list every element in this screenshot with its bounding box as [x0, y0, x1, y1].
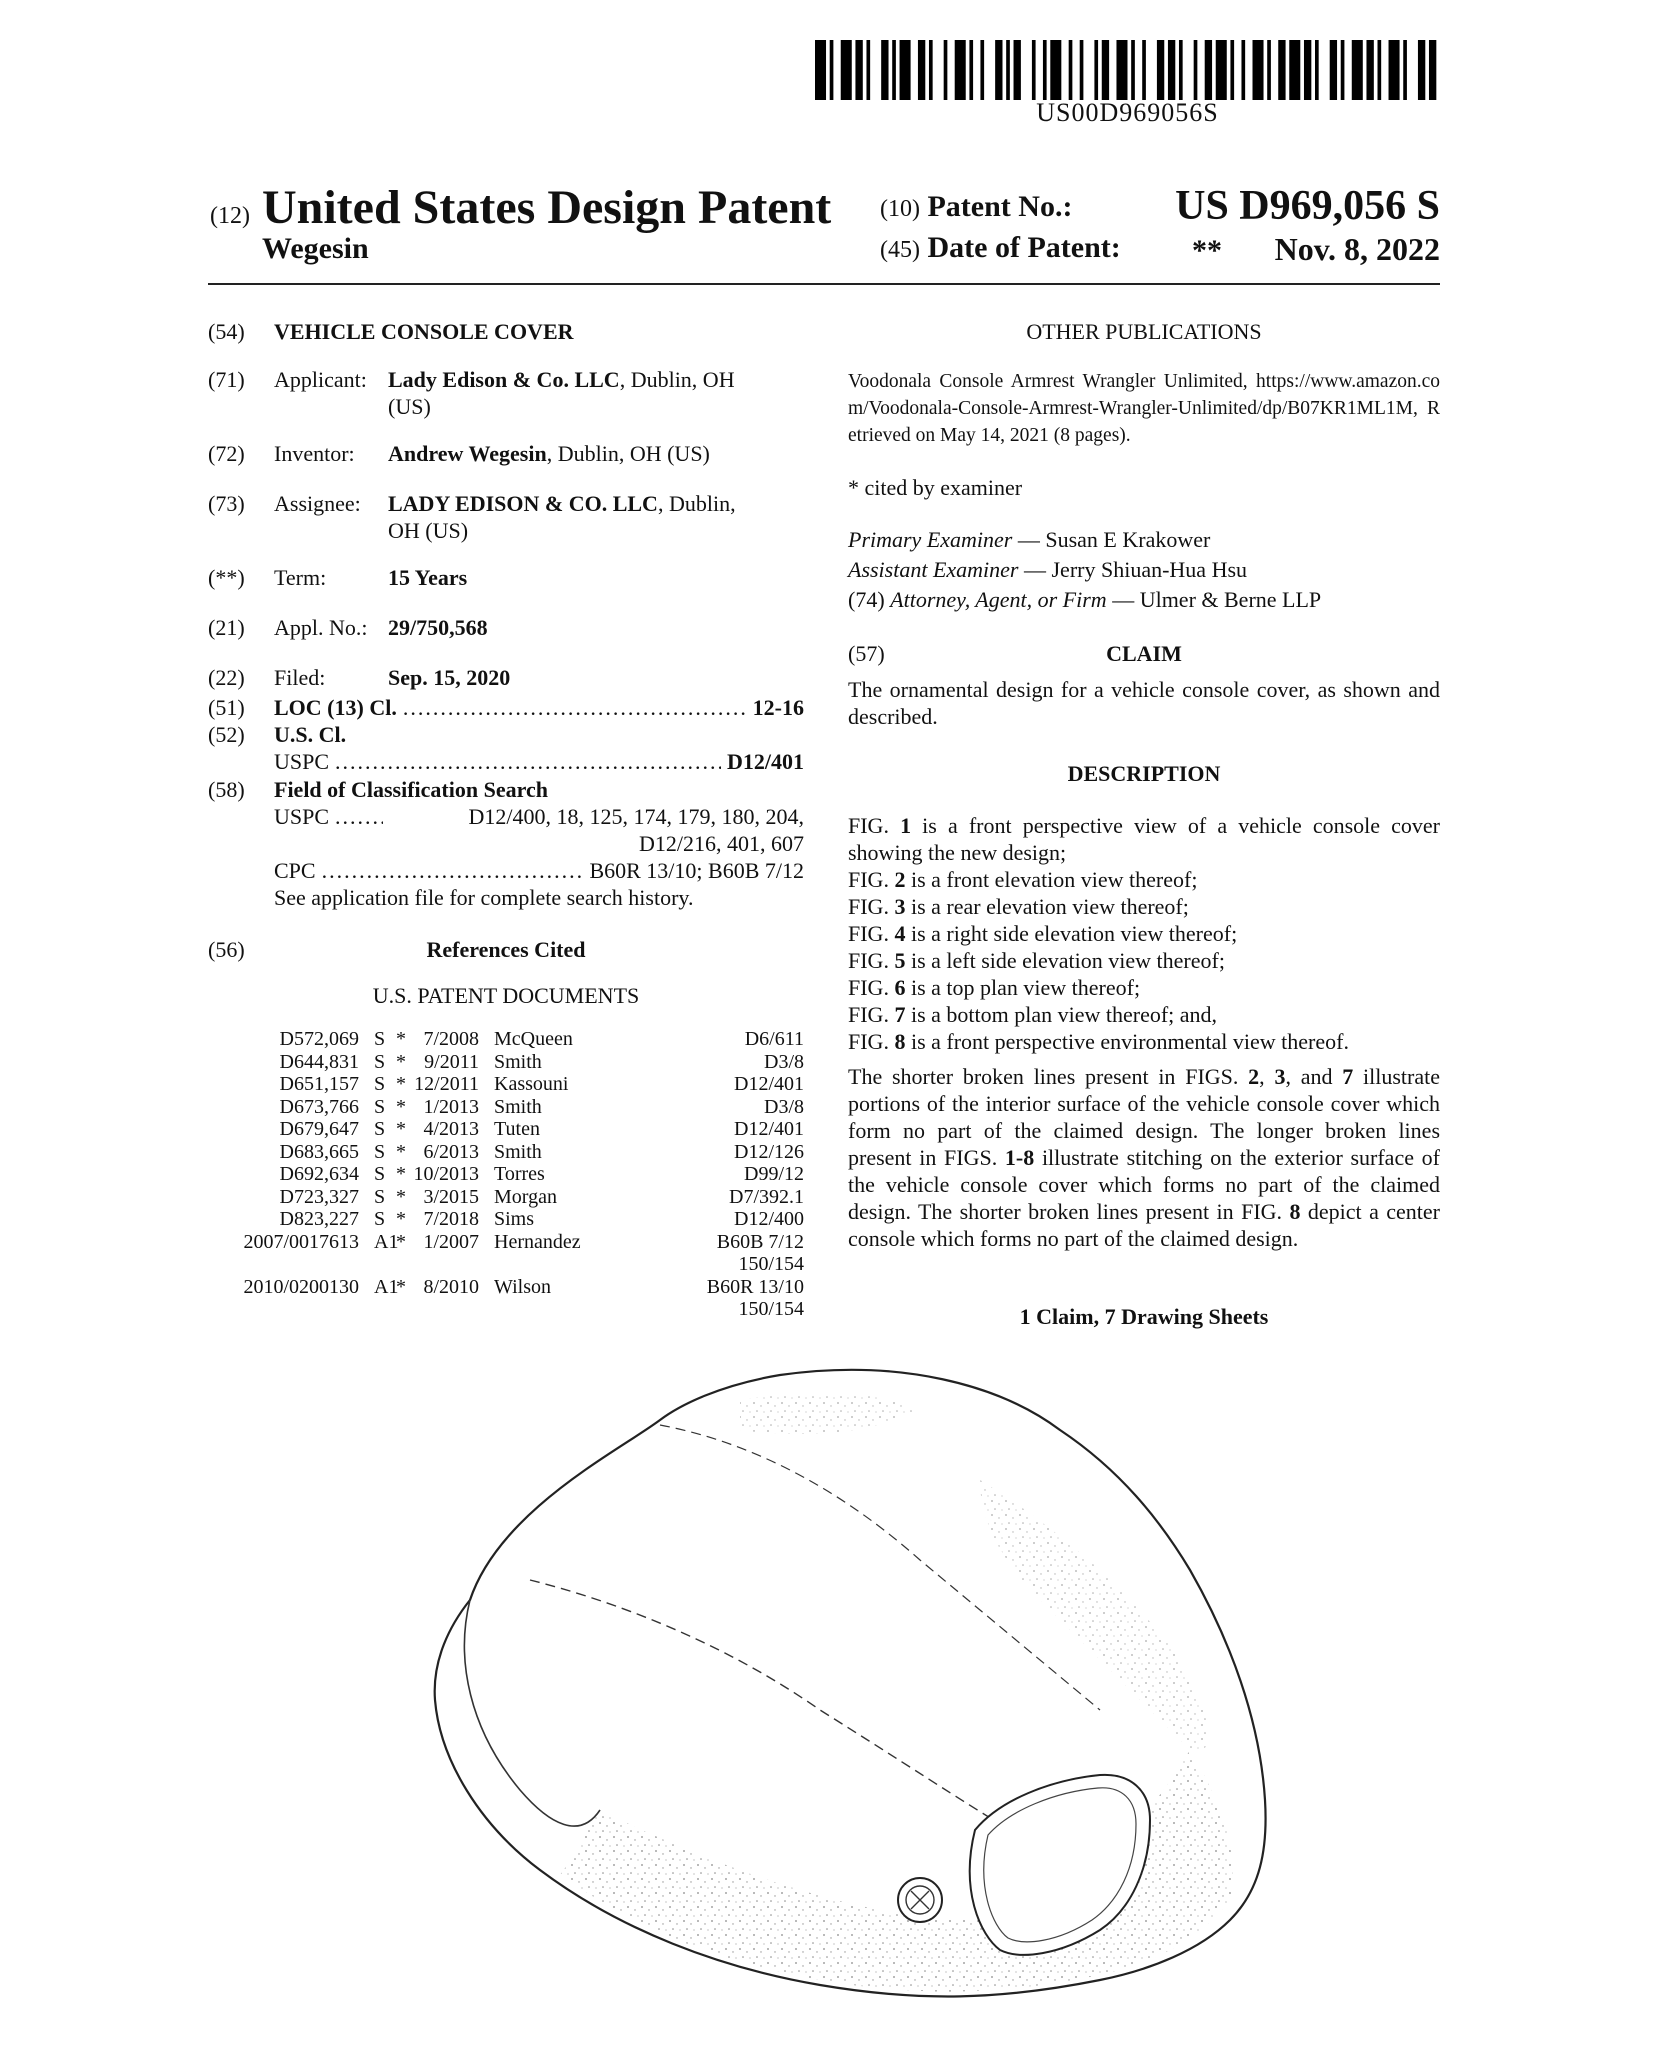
fig-prefix: FIG.: [848, 975, 895, 1000]
ref-kind: S: [374, 1028, 386, 1050]
broken-d: 3: [1274, 1064, 1286, 1089]
ref-number: D823,227: [279, 1208, 359, 1230]
ref-name: Kassouni: [494, 1073, 569, 1095]
fig-prefix: FIG.: [848, 921, 895, 946]
fig-text: is a bottom plan view thereof; and,: [905, 1002, 1218, 1027]
figure-description: [848, 974, 1440, 1001]
fig-number: 8: [894, 1029, 906, 1054]
attorney-code: (74): [848, 587, 891, 612]
ref-class-2: 150/154: [738, 1298, 804, 1320]
assignee-name: LADY EDISON & CO. LLC: [388, 491, 658, 516]
barcode-bar: [815, 40, 826, 100]
fig-text: is a right side elevation view thereof;: [905, 921, 1238, 946]
ref-star: *: [396, 1185, 406, 1208]
ref-class: D7/392.1: [729, 1185, 804, 1208]
reference-row: [208, 1163, 804, 1185]
ref-date: 4/2013: [423, 1118, 479, 1140]
barcode-bar: [841, 40, 852, 100]
barcode-bar: [1241, 40, 1245, 100]
applicant-name: Lady Edison & Co. LLC: [388, 367, 620, 392]
field-label: Field of Classification Search: [274, 777, 548, 802]
patent-no-label-text: Patent No.:: [927, 190, 1073, 223]
ref-number: D673,766: [279, 1095, 359, 1118]
fig-prefix: FIG.: [848, 1002, 895, 1027]
ref-date: 9/2011: [424, 1050, 479, 1073]
barcode-bar: [1168, 40, 1175, 100]
assignee-loc2: OH (US): [388, 518, 469, 543]
barcode-bar: [1179, 40, 1183, 100]
barcode-bar: [918, 40, 925, 100]
ref-kind: A1: [374, 1275, 399, 1298]
barcode-bar: [1032, 40, 1036, 100]
term-label: Term:: [274, 565, 327, 590]
loc-value: 12-16: [752, 695, 804, 720]
ref-kind: S: [374, 1140, 386, 1163]
assistant-name: — Jerry Shiuan-Hua Hsu: [1018, 557, 1248, 582]
reference-row: [208, 1276, 804, 1298]
ref-kind: S: [374, 1095, 386, 1118]
barcode-bar: [1389, 40, 1400, 100]
barcode-bar: [995, 40, 1002, 100]
ref-number: D679,647: [279, 1118, 359, 1140]
broken-h: 1-8: [1004, 1145, 1035, 1170]
inventor-value: [388, 440, 804, 467]
reference-row: [208, 1051, 804, 1073]
ref-class: D12/401: [734, 1118, 804, 1140]
ref-name: Wilson: [494, 1275, 551, 1298]
date-label-text: Date of Patent:: [927, 231, 1121, 264]
fig-text: is a rear elevation view thereof;: [905, 894, 1189, 919]
assignee-label: Assignee:: [274, 491, 361, 516]
ref-star: *: [396, 1050, 406, 1073]
ref-date: 1/2013: [423, 1095, 479, 1118]
barcode-bar: [1352, 40, 1363, 100]
refs-code: (56): [208, 937, 245, 962]
loc-label: LOC (13) Cl.: [274, 695, 397, 720]
fig-prefix: FIG.: [848, 948, 895, 973]
figure-description: [848, 866, 1440, 893]
inventor-loc: , Dublin, OH (US): [546, 441, 710, 466]
reference-row: [208, 1118, 804, 1140]
cpc-line: [274, 857, 804, 884]
reference-row: [208, 1096, 804, 1118]
loc-line: [274, 694, 804, 721]
figure-description: [848, 920, 1440, 947]
barcode-bar: [1341, 40, 1345, 100]
broken-g: illustrate portions of the interior surface of the vehicle console cover which form no part of the claimed design. The longer broken lines present in FIGS.: [848, 1064, 1441, 1170]
field-code: (58): [208, 777, 245, 802]
assignee-value: [388, 490, 804, 544]
ref-kind: A1: [374, 1230, 399, 1253]
fig-text: is a front elevation view thereof;: [905, 867, 1198, 892]
reference-row-continuation: [208, 1298, 804, 1320]
ref-number: D683,665: [279, 1140, 359, 1163]
fig-number: 5: [894, 948, 906, 973]
barcode-bar: [855, 40, 862, 100]
fig-text: is a left side elevation view thereof;: [905, 948, 1225, 973]
term-stars: **: [1192, 234, 1222, 267]
code-12: (12): [210, 203, 250, 229]
barcode-bar: [1429, 40, 1436, 100]
ref-class: D12/401: [734, 1073, 804, 1095]
assignee-loc1: , Dublin,: [657, 491, 736, 516]
fig-number: 3: [894, 894, 906, 919]
claims-sheets: 1 Claim, 7 Drawing Sheets: [1019, 1304, 1269, 1329]
barcode-bar: [1230, 40, 1234, 100]
reference-row: [208, 1141, 804, 1163]
claim-code: (57): [848, 641, 885, 666]
title-code: (54): [208, 319, 245, 344]
ref-name: Smith: [494, 1140, 542, 1163]
ref-star: *: [396, 1140, 406, 1163]
term-code: (**): [208, 565, 245, 590]
ref-class: D99/12: [744, 1163, 804, 1185]
assignee-code: (73): [208, 491, 245, 516]
ref-kind: S: [374, 1185, 386, 1208]
barcode-bar: [929, 40, 933, 100]
ref-kind: S: [374, 1073, 386, 1095]
barcode-bar: [1205, 40, 1212, 100]
broken-i: illustrate stitching on the exterior surface of the vehicle console cover which forms no part of the claimed design. The shorter broken lines present in FIG.: [848, 1145, 1440, 1224]
ref-class: B60B 7/12: [716, 1230, 804, 1253]
inventor-name: Andrew Wegesin: [388, 441, 547, 466]
broken-a: The shorter broken lines present in FIGS.: [848, 1064, 1249, 1089]
barcode-bar: [1315, 40, 1319, 100]
broken-e: , and: [1285, 1064, 1343, 1089]
refs-title: References Cited: [426, 937, 586, 962]
attorney: [848, 586, 1321, 613]
ref-date: 12/2011: [414, 1073, 479, 1095]
inventor-short: Wegesin: [262, 232, 369, 265]
broken-c: ,: [1259, 1064, 1275, 1089]
ref-number: D723,327: [279, 1185, 359, 1208]
barcode-bar: [980, 40, 984, 100]
console-cover-drawing: [360, 1330, 1300, 2030]
other-pubs-text: Voodonala Console Armrest Wrangler Unlimited, https://www.amazon.com/Voodonala-Console-Armrest-Wrangler-Unlimited/dp/B07KR1ML1M, Retrieved on May 14, 2021 (8 pages).: [848, 371, 1440, 446]
barcode-bar: [1142, 40, 1146, 100]
barcode-bar: [1050, 40, 1061, 100]
ref-star: *: [396, 1073, 406, 1095]
barcode-bar: [1418, 40, 1425, 100]
field-uspc-value1: D12/400, 18, 125, 174, 179, 180, 204,: [468, 804, 804, 829]
header-rule: [208, 283, 1440, 285]
ref-class: D12/400: [734, 1208, 804, 1230]
ref-star: *: [396, 1275, 406, 1298]
ref-class-2: 150/154: [738, 1253, 804, 1275]
barcode-bar: [1116, 40, 1127, 100]
ref-name: Torres: [494, 1163, 545, 1185]
broken-j: 8: [1289, 1199, 1301, 1224]
barcode-bar: [1014, 40, 1021, 100]
primary-label: Primary Examiner: [848, 527, 1013, 552]
barcode-bar: [1289, 40, 1300, 100]
barcode-bar: [1069, 40, 1073, 100]
primary-examiner: [848, 526, 1210, 553]
attorney-label: Attorney, Agent, or Firm: [890, 587, 1107, 612]
ref-star: *: [396, 1208, 406, 1230]
ref-star: *: [396, 1118, 406, 1140]
other-pubs-title: OTHER PUBLICATIONS: [1026, 319, 1262, 344]
ref-star: *: [396, 1163, 406, 1185]
ref-class: D6/611: [744, 1028, 804, 1050]
fig-number: 4: [894, 921, 906, 946]
figure-description: [848, 893, 1440, 920]
ref-date: 7/2008: [423, 1028, 479, 1050]
barcode-bar: [830, 40, 834, 100]
claim-text: The ornamental design for a vehicle console cover, as shown and described.: [848, 677, 1440, 729]
field-uspc-label: USPC: [274, 804, 330, 829]
ref-class: D12/126: [734, 1140, 804, 1163]
reference-row: [208, 1186, 804, 1208]
fig-number: 7: [894, 1002, 906, 1027]
ref-kind: S: [374, 1163, 386, 1185]
code-10: (10): [880, 196, 920, 222]
ref-kind: S: [374, 1208, 386, 1230]
barcode-bar: [1131, 40, 1135, 100]
filed-code: (22): [208, 665, 245, 690]
cited-note: * cited by examiner: [848, 475, 1023, 500]
uspc-label: USPC: [274, 749, 330, 774]
fig-text: is a front perspective environmental view thereof.: [905, 1029, 1349, 1054]
patent-no-label: [880, 190, 1072, 224]
reference-row: [208, 1208, 804, 1230]
attorney-name: — Ulmer & Berne LLP: [1106, 587, 1322, 612]
claim-title: CLAIM: [1106, 641, 1182, 666]
us-cl-code: (52): [208, 722, 245, 747]
ref-number: D644,831: [279, 1050, 359, 1073]
fig-number: 6: [894, 975, 906, 1000]
barcode-bar: [1006, 40, 1010, 100]
barcode-number: US00D969056S: [1036, 98, 1219, 127]
ref-number: D651,157: [279, 1073, 359, 1095]
ref-number: 2010/0200130: [243, 1275, 359, 1298]
figure-description: [848, 947, 1440, 974]
figure-description: [848, 1028, 1440, 1055]
appl-label: Appl. No.:: [274, 615, 368, 640]
applicant-loc2: (US): [388, 394, 431, 419]
right-column: [848, 318, 1440, 1338]
filed-label: Filed:: [274, 665, 326, 690]
appl-value: 29/750,568: [388, 615, 488, 640]
applicant-loc1: , Dublin, OH: [619, 367, 735, 392]
barcode-bar: [955, 40, 966, 100]
reference-row-continuation: [208, 1253, 804, 1275]
ref-date: 10/2013: [413, 1163, 479, 1185]
cpc-label: CPC: [274, 858, 316, 883]
ref-name: Hernandez: [494, 1230, 581, 1253]
see-application-note: See application file for complete search history.: [274, 885, 694, 910]
ref-name: Tuten: [494, 1118, 540, 1140]
patent-date: Nov. 8, 2022: [1274, 231, 1440, 267]
cpc-value: B60R 13/10; B60B 7/12: [589, 858, 804, 883]
fig-number: 1: [900, 813, 912, 838]
barcode-bar: [1403, 40, 1407, 100]
date-label: [880, 231, 1121, 265]
field-uspc-line: [274, 803, 804, 830]
inventor-label: Inventor:: [274, 441, 355, 466]
barcode-bar: [1267, 40, 1271, 100]
broken-lines-text: [848, 1063, 1440, 1252]
barcode-bar: [1278, 40, 1285, 100]
barcode-bar: [881, 40, 888, 100]
assistant-examiner: [848, 556, 1247, 583]
description-title: DESCRIPTION: [1067, 761, 1221, 786]
barcode-bar: [969, 40, 973, 100]
reference-row: [208, 1028, 804, 1050]
primary-name: — Susan E Krakower: [1012, 527, 1211, 552]
fig-prefix: FIG.: [848, 1029, 895, 1054]
ref-date: 1/2007: [423, 1230, 479, 1253]
ref-class: D3/8: [764, 1050, 804, 1073]
applicant-code: (71): [208, 367, 245, 392]
figure-description: [848, 812, 1440, 866]
applicant-value: [388, 366, 804, 420]
code-45: (45): [880, 237, 920, 263]
us-cl-label: U.S. Cl.: [274, 722, 347, 747]
barcode-bar: [1330, 40, 1337, 100]
patent-number: US D969,056 S: [1175, 183, 1440, 229]
ref-class: D3/8: [764, 1095, 804, 1118]
ref-date: 6/2013: [423, 1140, 479, 1163]
references-list: [208, 1028, 804, 1328]
barcode-bar: [1157, 40, 1164, 100]
barcode-bar: [1304, 40, 1311, 100]
applicant-label: Applicant:: [274, 367, 367, 392]
fig-prefix: FIG.: [848, 813, 901, 838]
barcode: [815, 40, 1440, 100]
ref-name: Sims: [494, 1208, 535, 1230]
barcode-bar: [1216, 40, 1227, 100]
figure-description: [848, 1001, 1440, 1028]
barcode-bar: [1043, 40, 1047, 100]
uspc-value: D12/401: [727, 749, 804, 774]
reference-row: [208, 1231, 804, 1253]
fig-text: is a top plan view thereof;: [905, 975, 1141, 1000]
ref-number: D572,069: [279, 1028, 359, 1050]
barcode-bar: [1194, 40, 1198, 100]
fig-text: is a front perspective view of a vehicle console cover showing the new design;: [848, 813, 1440, 865]
ref-star: *: [396, 1230, 406, 1253]
appl-code: (21): [208, 615, 245, 640]
ref-name: Morgan: [494, 1185, 557, 1208]
broken-k: depict a center console which forms no part of the claimed design.: [848, 1199, 1440, 1251]
fig-prefix: FIG.: [848, 894, 895, 919]
field-uspc-value2: D12/216, 401, 607: [639, 831, 804, 856]
ref-kind: S: [374, 1050, 386, 1073]
uspc-line: [274, 748, 804, 775]
fig-prefix: FIG.: [848, 867, 895, 892]
loc-code: (51): [208, 695, 245, 720]
us-docs-title: U.S. PATENT DOCUMENTS: [372, 983, 640, 1008]
broken-f: 7: [1342, 1064, 1354, 1089]
title-text: United States Design Patent: [261, 181, 832, 234]
figure-descriptions: [848, 812, 1440, 1055]
ref-star: *: [396, 1095, 406, 1118]
ref-date: 7/2018: [423, 1208, 479, 1230]
ref-kind: S: [374, 1118, 386, 1140]
barcode-bar: [1253, 40, 1264, 100]
left-column: [208, 318, 804, 1338]
barcode-bar: [1080, 40, 1084, 100]
barcode-bar: [944, 40, 948, 100]
barcode-bar: [1094, 40, 1098, 100]
ref-name: McQueen: [494, 1028, 573, 1050]
barcode-bar: [1366, 40, 1373, 100]
barcode-bar: [900, 40, 911, 100]
term-value: 15 Years: [388, 565, 468, 590]
barcode-bar: [892, 40, 896, 100]
reference-row: [208, 1073, 804, 1095]
ref-date: 8/2010: [423, 1275, 479, 1298]
ref-number: 2007/0017613: [243, 1230, 359, 1253]
assistant-label: Assistant Examiner: [848, 557, 1019, 582]
barcode-bar: [1102, 40, 1109, 100]
ref-star: *: [396, 1028, 406, 1050]
ref-class: B60R 13/10: [706, 1275, 804, 1298]
barcode-bar: [866, 40, 870, 100]
broken-b: 2: [1248, 1064, 1260, 1089]
ref-name: Smith: [494, 1050, 542, 1073]
barcode-bar: [1378, 40, 1382, 100]
inventor-code: (72): [208, 441, 245, 466]
invention-title: VEHICLE CONSOLE COVER: [274, 319, 574, 344]
ref-name: Smith: [494, 1095, 542, 1118]
patent-type-title: [210, 180, 831, 235]
ref-date: 3/2015: [423, 1185, 479, 1208]
ref-number: D692,634: [279, 1163, 359, 1185]
fig-number: 2: [894, 867, 906, 892]
filed-value: Sep. 15, 2020: [388, 665, 511, 690]
